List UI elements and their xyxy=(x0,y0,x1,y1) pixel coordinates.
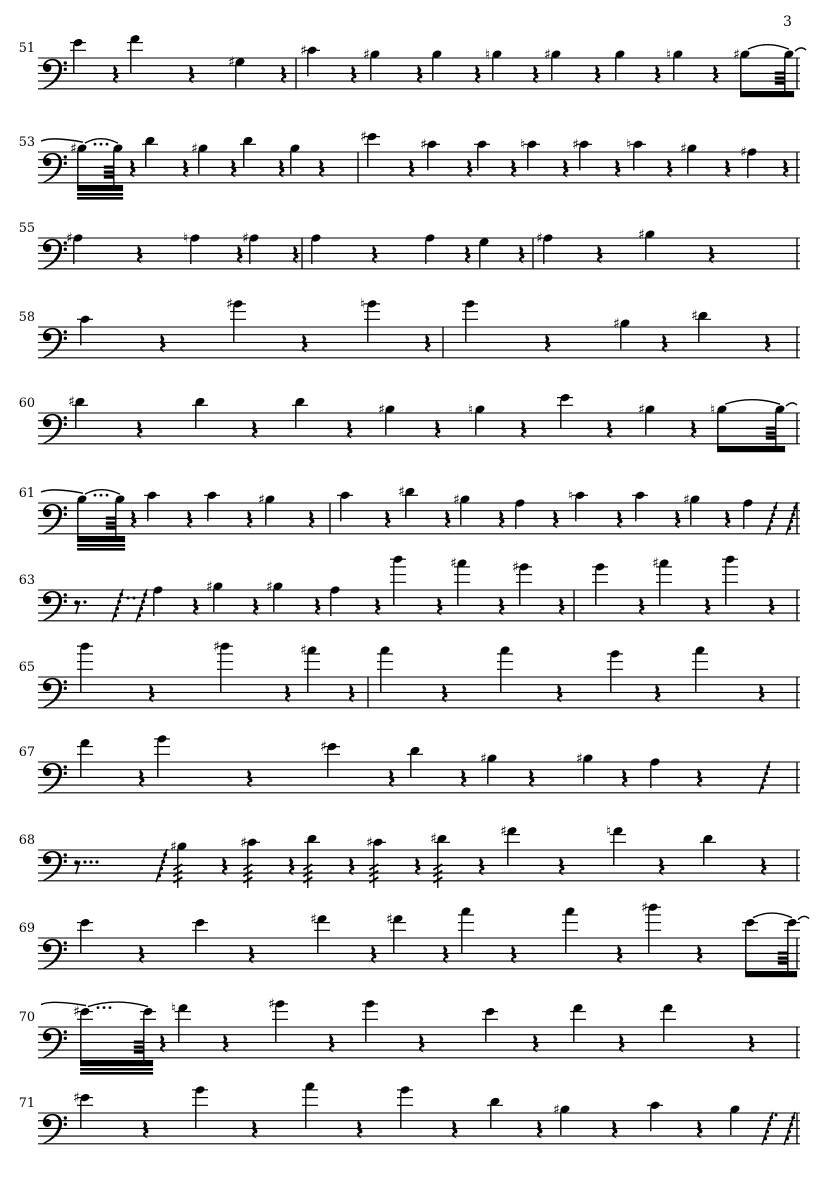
measure-number: 51 xyxy=(18,41,35,56)
measure-number: 60 xyxy=(18,396,35,411)
svg-text:♯: ♯ xyxy=(70,140,77,157)
svg-text:♯: ♯ xyxy=(258,491,265,508)
measure-number: 53 xyxy=(18,135,35,150)
svg-text:♮: ♮ xyxy=(468,401,474,418)
svg-text:♯: ♯ xyxy=(430,831,437,848)
svg-text:♮: ♮ xyxy=(183,230,189,247)
system-67 xyxy=(19,734,800,794)
svg-text:♮: ♮ xyxy=(710,401,716,418)
page-number: 3 xyxy=(783,14,792,30)
svg-text:♯: ♯ xyxy=(206,578,213,595)
svg-text:♯: ♯ xyxy=(366,834,373,851)
svg-text:♮: ♮ xyxy=(606,823,612,840)
measure-number: 68 xyxy=(18,833,35,848)
svg-text:♯: ♯ xyxy=(652,555,659,572)
svg-text:♯: ♯ xyxy=(386,911,393,928)
svg-text:♯: ♯ xyxy=(553,1101,560,1118)
svg-text:♯: ♯ xyxy=(170,838,177,855)
system-68 xyxy=(19,823,800,888)
svg-text:♯: ♯ xyxy=(268,996,275,1013)
svg-text:♯: ♯ xyxy=(398,484,405,501)
svg-text:♯: ♯ xyxy=(320,739,327,756)
svg-text:♯: ♯ xyxy=(68,394,75,411)
svg-text:♯: ♯ xyxy=(310,911,317,928)
svg-text:♯: ♯ xyxy=(420,136,427,153)
svg-text:♯: ♯ xyxy=(360,129,367,146)
svg-text:♯: ♯ xyxy=(73,1090,80,1107)
system-71 xyxy=(19,1081,800,1145)
svg-text:♯: ♯ xyxy=(641,899,648,916)
system-60 xyxy=(19,393,800,453)
system-70 xyxy=(19,997,800,1075)
system-55 xyxy=(19,221,800,269)
svg-text:♯: ♯ xyxy=(638,226,645,243)
svg-text:♯: ♯ xyxy=(300,642,307,659)
svg-text:♯: ♯ xyxy=(266,578,273,595)
svg-text:♯: ♯ xyxy=(213,638,220,655)
svg-text:♯: ♯ xyxy=(300,42,307,59)
svg-text:♯: ♯ xyxy=(378,401,385,418)
measure-number: 69 xyxy=(18,921,35,936)
measure-number: 55 xyxy=(18,221,35,236)
system-53 xyxy=(19,129,800,199)
svg-text:♯: ♯ xyxy=(683,491,690,508)
svg-text:♯: ♯ xyxy=(638,401,645,418)
svg-text:♮: ♮ xyxy=(666,46,672,63)
measure-number: 63 xyxy=(18,573,35,588)
measure-number: 65 xyxy=(18,660,35,675)
system-65 xyxy=(19,639,800,708)
svg-text:♮: ♮ xyxy=(520,136,526,153)
svg-text:♮: ♮ xyxy=(626,136,632,153)
system-61 xyxy=(19,484,800,551)
svg-text:♯: ♯ xyxy=(453,491,460,508)
svg-text:♯: ♯ xyxy=(73,1004,80,1021)
svg-text:♮: ♮ xyxy=(171,1000,177,1017)
svg-text:♯: ♯ xyxy=(740,144,747,161)
system-58 xyxy=(19,297,800,358)
svg-text:♯: ♯ xyxy=(613,315,620,332)
system-51 xyxy=(19,34,806,97)
measure-number: 61 xyxy=(18,486,35,501)
system-63 xyxy=(19,554,800,622)
measure-number: 70 xyxy=(18,1010,35,1025)
measure-number: 71 xyxy=(18,1096,35,1111)
svg-text:♯: ♯ xyxy=(572,136,579,153)
svg-text:♮: ♮ xyxy=(485,46,491,63)
svg-text:♯: ♯ xyxy=(512,559,519,576)
svg-text:♯: ♯ xyxy=(544,46,551,63)
svg-text:♯: ♯ xyxy=(363,46,370,63)
measure-number: 67 xyxy=(18,745,35,760)
svg-text:♯: ♯ xyxy=(691,308,698,325)
svg-text:♯: ♯ xyxy=(450,555,457,572)
svg-text:♯: ♯ xyxy=(242,230,249,247)
svg-text:♯: ♯ xyxy=(66,230,73,247)
svg-text:♯: ♯ xyxy=(680,140,687,157)
svg-text:♯: ♯ xyxy=(576,750,583,767)
svg-text:♮: ♮ xyxy=(568,487,574,504)
svg-text:♯: ♯ xyxy=(191,140,198,157)
svg-text:♯: ♯ xyxy=(226,296,233,313)
svg-text:♯: ♯ xyxy=(240,834,247,851)
svg-text:♯: ♯ xyxy=(500,823,507,840)
svg-text:♯: ♯ xyxy=(228,54,235,71)
system-69 xyxy=(19,900,809,977)
svg-text:♯: ♯ xyxy=(480,750,487,767)
svg-text:♮: ♮ xyxy=(360,296,366,313)
svg-text:♯: ♯ xyxy=(733,46,740,63)
measure-number: 58 xyxy=(18,310,35,325)
svg-text:♯: ♯ xyxy=(536,230,543,247)
